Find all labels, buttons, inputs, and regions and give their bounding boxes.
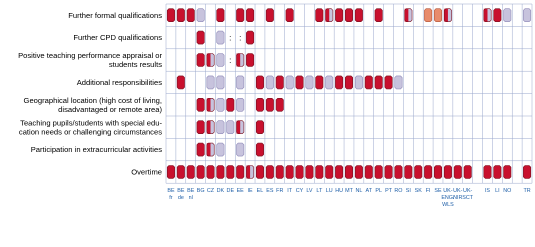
- hex-mark-none: [217, 143, 224, 156]
- hex-mark-half: [236, 54, 243, 67]
- hex-mark-full: [286, 9, 293, 22]
- hex-mark-full: [335, 166, 342, 179]
- column-label: UK-: [443, 188, 453, 195]
- hex-mark-full: [434, 166, 441, 179]
- hex-mark-full: [385, 76, 392, 89]
- hex-mark-none: [217, 54, 224, 67]
- hex-mark-full: [256, 143, 263, 156]
- hex-mark-full: [177, 9, 184, 22]
- column-label: BE: [177, 188, 185, 195]
- hex-mark-none: [523, 9, 530, 22]
- hex-mark-full: [444, 166, 451, 179]
- hex-mark-full: [217, 9, 224, 22]
- column-label: FI: [425, 188, 431, 195]
- hex-mark-full: [504, 166, 511, 179]
- hex-mark-half: [246, 166, 253, 179]
- hex-mark-full: [236, 9, 243, 22]
- not-available-mark: :: [229, 33, 232, 43]
- hex-mark-full: [207, 166, 214, 179]
- hex-mark-full: [523, 166, 530, 179]
- column-label: NO: [503, 188, 512, 195]
- hex-mark-none: [236, 143, 243, 156]
- column-label: SCT: [462, 195, 474, 202]
- hex-mark-full: [306, 166, 313, 179]
- column-label: IT: [287, 188, 293, 195]
- hex-mark-full: [454, 166, 461, 179]
- hex-mark-full: [167, 166, 174, 179]
- hex-mark-full: [266, 9, 273, 22]
- hex-mark-full: [296, 166, 303, 179]
- hex-mark-none: [395, 76, 402, 89]
- hex-mark-full: [355, 9, 362, 22]
- hex-mark-full: [197, 98, 204, 111]
- hex-mark-full: [415, 166, 422, 179]
- hex-mark-none: [504, 9, 511, 22]
- hex-mark-none: [217, 76, 224, 89]
- hex-mark-half: [207, 98, 214, 111]
- hex-mark-full: [187, 9, 194, 22]
- hex-mark-full: [227, 98, 234, 111]
- column-label: LV: [306, 188, 313, 195]
- hex-mark-full: [326, 166, 333, 179]
- hex-mark-full: [395, 166, 402, 179]
- hex-mark-full: [355, 166, 362, 179]
- column-label: de: [177, 195, 184, 202]
- column-label: CZ: [206, 188, 215, 195]
- hex-mark-full: [464, 166, 471, 179]
- column-label: NIR: [453, 195, 463, 202]
- column-label: MT: [345, 188, 353, 195]
- hex-mark-full: [246, 9, 253, 22]
- hex-mark-half: [326, 9, 333, 22]
- column-label: LT: [316, 188, 323, 195]
- column-label: PL: [375, 188, 382, 195]
- hex-mark-full: [345, 9, 352, 22]
- column-labels: [167, 188, 530, 208]
- column-label: RO: [394, 188, 403, 195]
- hex-mark-full: [256, 121, 263, 134]
- not-available-mark: :: [239, 33, 242, 43]
- hex-mark-full: [494, 9, 501, 22]
- row-label: Participation in extracurricular activities: [30, 145, 162, 155]
- hex-mark-full: [256, 98, 263, 111]
- hex-mark-full: [424, 166, 431, 179]
- column-label: ENG/: [441, 195, 455, 202]
- hex-mark-full: [375, 9, 382, 22]
- column-label: LU: [325, 188, 333, 195]
- hex-mark-full: [167, 9, 174, 22]
- column-label: EE: [236, 188, 244, 195]
- hex-mark-full: [335, 9, 342, 22]
- hex-mark-none: [197, 9, 204, 22]
- hex-mark-full: [276, 76, 283, 89]
- hex-mark-full: [197, 166, 204, 179]
- hex-mark-full: [256, 166, 263, 179]
- hex-mark-none: [217, 31, 224, 44]
- column-label: fr: [169, 195, 173, 202]
- hex-mark-full: [494, 166, 501, 179]
- row-label: cation needs or challenging circumstances: [18, 127, 162, 137]
- hex-mark-full: [187, 166, 194, 179]
- hex-mark-full: [197, 121, 204, 134]
- hex-mark-full: [197, 31, 204, 44]
- column-label: TR: [523, 188, 531, 195]
- column-label: WLS: [442, 202, 454, 209]
- row-label: Additional responsibilities: [76, 78, 162, 87]
- column-label: BG: [196, 188, 205, 195]
- column-label: BE: [187, 188, 195, 195]
- hex-mark-full: [227, 166, 234, 179]
- hex-mark-none: [355, 76, 362, 89]
- hex-mark-full: [266, 166, 273, 179]
- hex-mark-half: [484, 9, 491, 22]
- hex-mark-half: [207, 121, 214, 134]
- column-label: SI: [405, 188, 411, 195]
- row-label: Geographical location (high cost of living,: [23, 95, 162, 105]
- row-label: students results: [108, 60, 162, 70]
- hex-mark-full: [316, 166, 323, 179]
- column-label: EL: [256, 188, 264, 195]
- hex-mark-full: [345, 166, 352, 179]
- hex-mark-half: [444, 9, 451, 22]
- hex-mark-light: [434, 9, 441, 22]
- column-label: DE: [226, 188, 235, 195]
- column-label: LI: [495, 188, 500, 195]
- hex-mark-full: [286, 166, 293, 179]
- column-label: IE: [247, 188, 253, 195]
- row-labels: [18, 11, 162, 177]
- column-label: SK: [414, 188, 422, 195]
- column-label: CY: [295, 188, 304, 195]
- hex-mark-none: [236, 76, 243, 89]
- column-label: PT: [385, 188, 393, 195]
- hex-mark-full: [375, 76, 382, 89]
- hex-mark-full: [246, 31, 253, 44]
- hex-mark-full: [405, 166, 412, 179]
- hex-mark-full: [385, 166, 392, 179]
- column-label: IS: [484, 188, 491, 195]
- hex-mark-none: [326, 76, 333, 89]
- hex-mark-half: [207, 54, 214, 67]
- hex-mark-none: [306, 76, 313, 89]
- hex-mark-full: [217, 166, 224, 179]
- hex-mark-full: [296, 76, 303, 89]
- column-label: HU: [335, 188, 344, 195]
- row-label: Overtime: [131, 167, 162, 177]
- hex-mark-full: [256, 76, 263, 89]
- hex-mark-full: [375, 166, 382, 179]
- column-label: UK-: [453, 188, 463, 195]
- hex-mark-none: [236, 98, 243, 111]
- hex-mark-full: [177, 76, 184, 89]
- hex-mark-full: [484, 166, 491, 179]
- hex-mark-full: [236, 166, 243, 179]
- column-label: AT: [365, 188, 373, 195]
- row-label: Further formal qualifications: [68, 10, 162, 20]
- column-label: NL: [355, 188, 363, 195]
- column-label: DK: [216, 188, 225, 195]
- row-label: Further CPD qualifications: [73, 33, 162, 43]
- column-label: BE: [167, 188, 175, 195]
- column-label: SE: [434, 188, 442, 195]
- hex-mark-full: [266, 98, 273, 111]
- hex-mark-full: [365, 76, 372, 89]
- hex-mark-full: [197, 54, 204, 67]
- hex-mark-full: [177, 166, 184, 179]
- hex-mark-full: [316, 9, 323, 22]
- hex-mark-light: [424, 9, 431, 22]
- hex-mark-half: [236, 121, 243, 134]
- hex-mark-full: [276, 166, 283, 179]
- hex-mark-none: [286, 76, 293, 89]
- hex-mark-half: [405, 9, 412, 22]
- column-label: nl: [188, 195, 193, 202]
- hex-mark-full: [345, 76, 352, 89]
- column-label: ES: [266, 188, 274, 195]
- not-available-mark: :: [229, 56, 232, 65]
- hex-mark-full: [316, 76, 323, 89]
- hex-mark-full: [246, 54, 253, 67]
- hex-mark-none: [266, 76, 273, 89]
- row-label: Positive teaching performance appraisal or: [18, 51, 162, 61]
- column-label: FR: [276, 188, 284, 195]
- hex-mark-none: [217, 121, 224, 134]
- hex-mark-full: [276, 98, 283, 111]
- row-label: disadvantaged or remote area): [58, 104, 162, 114]
- hex-mark-none: [217, 98, 224, 111]
- hex-mark-full: [365, 166, 372, 179]
- hex-mark-none: [227, 121, 234, 134]
- hex-mark-half: [207, 143, 214, 156]
- hex-mark-full: [197, 143, 204, 156]
- hex-mark-full: [335, 76, 342, 89]
- hex-mark-none: [207, 76, 214, 89]
- row-label: Teaching pupils/students with special edu-: [20, 118, 162, 128]
- column-label: UK-: [463, 188, 473, 195]
